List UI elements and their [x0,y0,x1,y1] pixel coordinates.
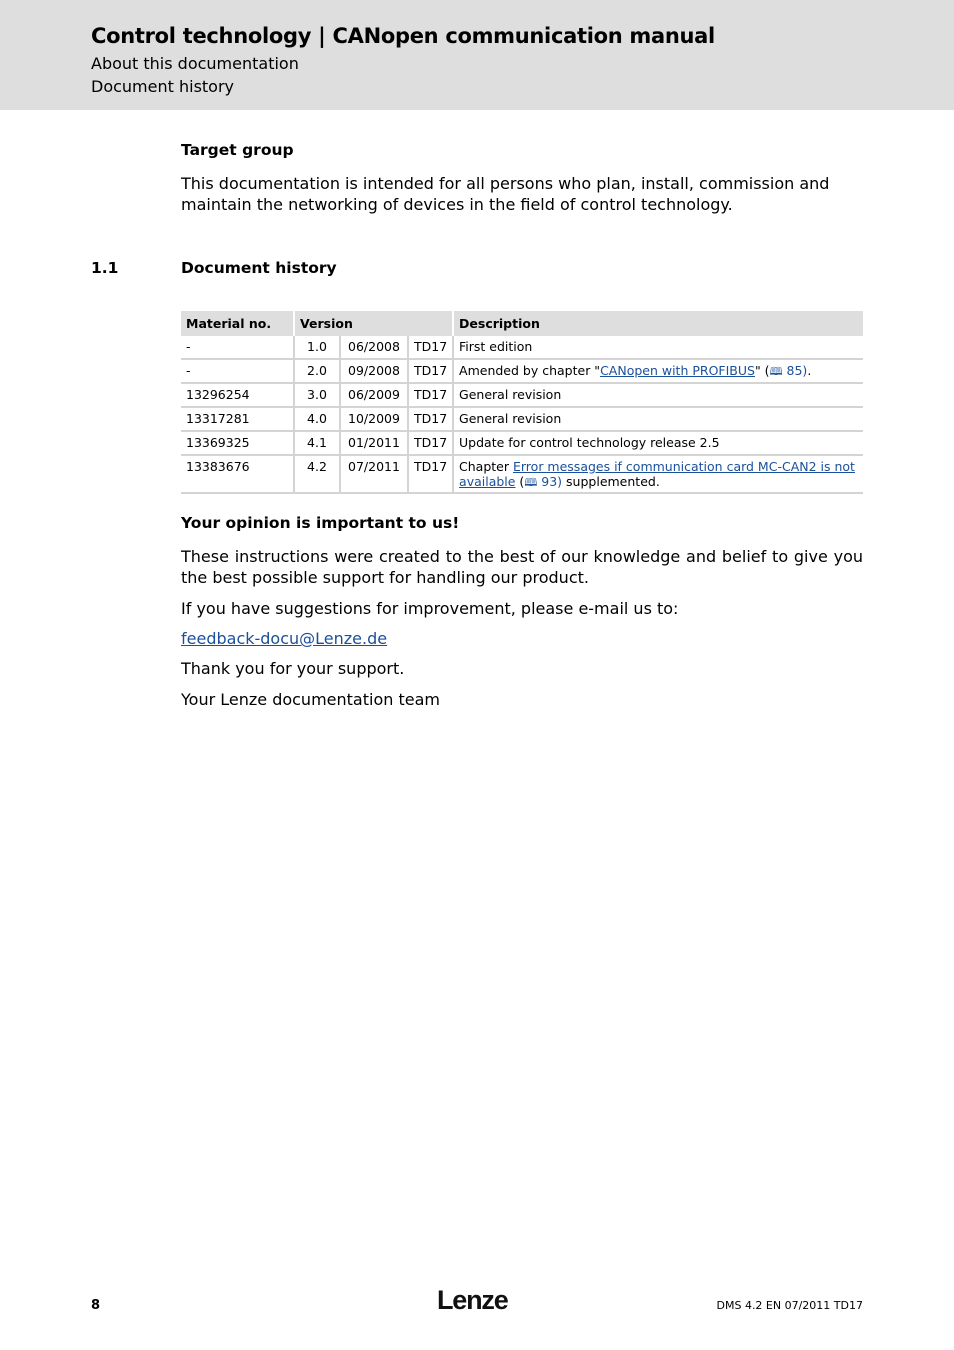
chapter-link-error-messages[interactable]: Error messages if communication card MC-CAN2 is not available [459,459,855,489]
table-row [181,407,863,431]
target-group-heading: Target group [181,141,294,159]
section-title: Document history [181,259,337,277]
feedback-heading: Your opinion is important to us! [181,514,460,532]
book-icon: 🕮 [769,365,783,378]
feedback-text: These instructions were created to the best of our knowledge and belief to give you the best possible support for handling our product. [181,547,863,587]
td-cell: TD17 [408,455,453,493]
date-cell: 10/2009 [340,407,408,431]
manual-title: Control technology | CANopen communication manual [91,24,715,48]
header-description: Description [453,311,863,336]
document-reference: DMS 4.2 EN 07/2011 TD17 [716,1299,863,1312]
td-cell: TD17 [408,336,453,359]
email-line [181,628,863,649]
description-cell [453,359,863,383]
page-reference-text: 93) [537,474,563,489]
date-cell: 06/2008 [340,336,408,359]
section-number: 1.1 [91,259,119,277]
material-cell: 13296254 [181,383,294,407]
page-header [0,0,954,110]
description-cell: Update for control technology release 2.5 [453,431,863,455]
table-row [181,383,863,407]
version-cell: 2.0 [294,359,340,383]
td-cell: TD17 [408,407,453,431]
material-cell: - [181,336,294,359]
signature-text: Your Lenze documentation team [181,690,440,709]
td-cell: TD17 [408,431,453,455]
thanks-text: Thank you for your support. [181,659,405,678]
version-cell: 1.0 [294,336,340,359]
table-row [181,336,863,359]
description-cell: First edition [453,336,863,359]
table-header-row [181,311,863,336]
page-reference-link[interactable] [524,474,562,489]
breadcrumb-section: Document history [91,77,235,96]
td-cell: TD17 [408,383,453,407]
material-cell: - [181,359,294,383]
page-number: 8 [91,1298,101,1313]
target-group-text: This documentation is intended for all persons who plan, install, commission and maintain the networking of devices in the field of control technology. [181,174,830,214]
description-cell: General revision [453,383,863,407]
description-cell: General revision [453,407,863,431]
version-cell: 4.1 [294,431,340,455]
header-version: Version [294,311,453,336]
table-row [181,359,863,383]
document-history-table [181,311,863,494]
page-reference-text: 85) [782,363,808,378]
version-cell: 4.0 [294,407,340,431]
lenze-logo: Lenze [437,1285,508,1315]
material-cell: 13383676 [181,455,294,493]
date-cell: 06/2009 [340,383,408,407]
header-material: Material no. [181,311,294,336]
description-text: supplemented. [562,474,660,489]
date-cell: 07/2011 [340,455,408,493]
date-cell: 01/2011 [340,431,408,455]
material-cell: 13369325 [181,431,294,455]
description-text: . [807,363,812,378]
table-row [181,431,863,455]
description-text: Chapter [459,459,513,474]
material-cell: 13317281 [181,407,294,431]
description-text: " ( [754,363,770,378]
table-row [181,455,863,493]
chapter-link-canopen-profibus[interactable]: CANopen with PROFIBUS [600,363,755,378]
date-cell: 09/2008 [340,359,408,383]
feedback-email-link[interactable]: feedback-docu@Lenze.de [181,629,388,648]
description-text: Amended by chapter " [459,363,601,378]
page-reference-link[interactable] [770,363,808,378]
book-icon: 🕮 [524,476,538,489]
feedback-request-text: If you have suggestions for improvement, please e-mail us to: [181,599,679,618]
breadcrumb-chapter: About this documentation [91,54,299,73]
version-cell: 3.0 [294,383,340,407]
description-cell [453,455,863,493]
version-cell: 4.2 [294,455,340,493]
td-cell: TD17 [408,359,453,383]
description-text: ( [515,474,525,489]
